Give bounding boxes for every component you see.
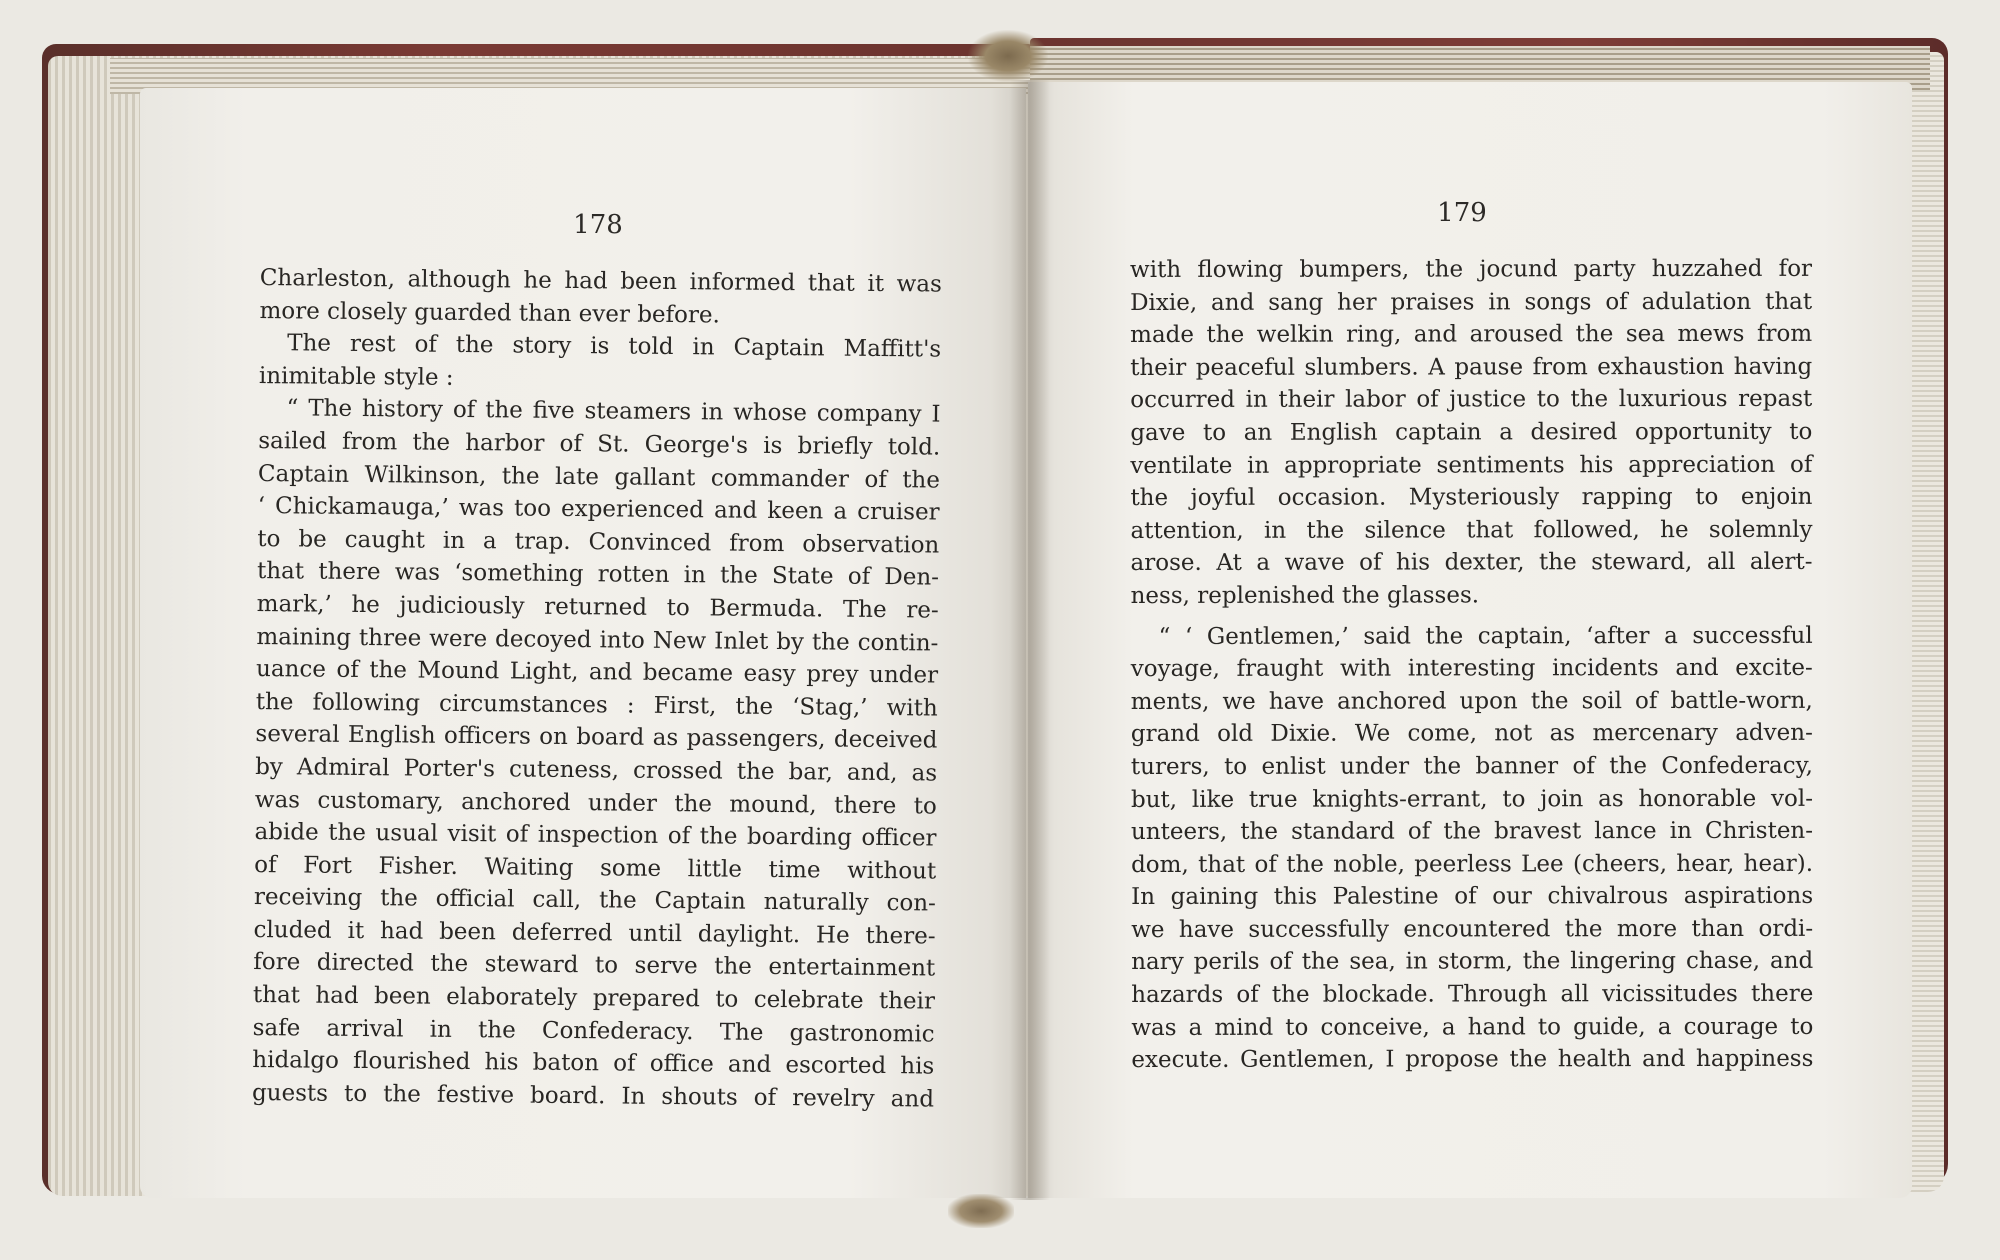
text-line: execute. Gentlemen, I propose the health and happiness (1131, 1046, 1814, 1074)
text-line: “ ‘ Gentlemen,’ said the captain, ‘after a successful (1158, 622, 1813, 650)
text-line: to be caught in a trap. Convinced from observation (257, 525, 940, 559)
text-line: we have successfully encountered the more than ordi- (1131, 915, 1814, 943)
text-line: with flowing bumpers, the jocund party huzzahed for (1130, 255, 1813, 283)
text-line: several English officers on board as passengers, deceived (255, 721, 938, 754)
right-page-number: 179 (1437, 198, 1487, 228)
text-line: unteers, the standard of the bravest lance in Christen- (1130, 817, 1814, 846)
text-line: In gaining this Palestine of our chivalrous aspirations (1131, 883, 1814, 911)
text-line: fore directed the steward to serve the entertainment (253, 949, 936, 982)
text-line: Charleston, although he had been informed that it was (259, 264, 942, 298)
text-line: of Fort Fisher. Waiting some little time without (254, 851, 937, 885)
text-line: arose. At a wave of his dexter, the steward, all alert- (1130, 549, 1813, 577)
text-line: but, like true knights-errant, to join as honorable vol- (1130, 785, 1813, 813)
text-line: gave to an English captain a desired opportunity to (1130, 418, 1813, 446)
text-line: nary perils of the sea, in storm, the lingering chase, and (1131, 948, 1814, 976)
text-line: ventilate in appropriate sentiments his appreciation of (1130, 451, 1813, 479)
text-line: attention, in the silence that followed, he solemnly (1130, 516, 1813, 544)
text-line: was customary, anchored under the mound, there to (254, 786, 937, 820)
text-line: maining three were decoyed into New Inlet by the contin- (256, 623, 939, 657)
text-line: inimitable style : (258, 362, 454, 391)
text-line: ‘ Chickamauga,’ was too experienced and keen a cruiser (257, 493, 940, 526)
text-line: dom, that of the noble, peerless Lee (cheers, hear, hear). (1131, 850, 1814, 878)
text-line: grand old Dixie. We come, not as mercenary adven- (1130, 720, 1813, 748)
text-line: the following circumstances : First, the ‘Stag,’ with (255, 688, 938, 722)
text-line: hidalgo flourished his baton of office and escorted his (252, 1047, 935, 1080)
text-line: turers, to enlist under the banner of the Confederacy, (1130, 752, 1813, 780)
text-line: by Admiral Porter's cuteness, crossed the bar, and, as (255, 753, 938, 787)
left-page-text (252, 262, 942, 1116)
text-line: voyage, fraught with interesting incidents and excite- (1130, 654, 1813, 683)
left-page-number: 178 (573, 210, 623, 240)
binding-thread-top (968, 30, 1048, 82)
text-line: occurred in their labor of justice to the luxurious repast (1130, 386, 1813, 414)
right-page-text (1130, 253, 1813, 1077)
text-line: uance of the Mound Light, and became easy prey under (255, 656, 939, 689)
text-line: the joyful occasion. Mysteriously rapping to enjoin (1130, 483, 1813, 512)
text-line: made the welkin ring, and aroused the sea mews from (1130, 320, 1813, 349)
text-line: receiving the official call, the Captain naturally con- (253, 884, 936, 917)
text-line: that there was ‘something rotten in the State of Den- (256, 558, 940, 591)
text-line: that had been elaborately prepared to celebrate their (252, 982, 936, 1015)
text-line: ness, replenished the glasses. (1130, 582, 1480, 609)
text-line: their peaceful slumbers. A pause from exhaustion having (1130, 353, 1813, 381)
text-line: abide the usual visit of inspection of the boarding officer (254, 819, 937, 852)
text-line: mark,’ he judiciously returned to Bermuda. The re- (256, 590, 939, 624)
text-line: more closely guarded than ever before. (259, 297, 721, 329)
text-line: Captain Wilkinson, the late gallant commander of the (257, 460, 941, 494)
binding-thread-bottom (948, 1194, 1014, 1228)
text-line: Dixie, and sang her praises in songs of adulation that (1130, 288, 1813, 316)
text-line: ments, we have anchored upon the soil of battle-worn, (1130, 687, 1813, 715)
text-line: sailed from the harbor of St. George's is briefly told. (258, 427, 941, 461)
text-line: cluded it had been deferred until daylight. He there- (253, 916, 936, 950)
text-line: was a mind to conceive, a hand to guide, a courage to (1131, 1013, 1814, 1041)
text-line: “ The history of the five steamers in whose company I (286, 395, 941, 428)
book-gutter (1010, 80, 1050, 1200)
text-line: The rest of the story is told in Captain Maffitt's (287, 330, 942, 363)
text-line: guests to the festive board. In shouts of revelry and (251, 1079, 935, 1113)
text-line: safe arrival in the Confederacy. The gastronomic (252, 1014, 935, 1048)
text-line: hazards of the blockade. Through all vicissitudes there (1131, 980, 1814, 1009)
